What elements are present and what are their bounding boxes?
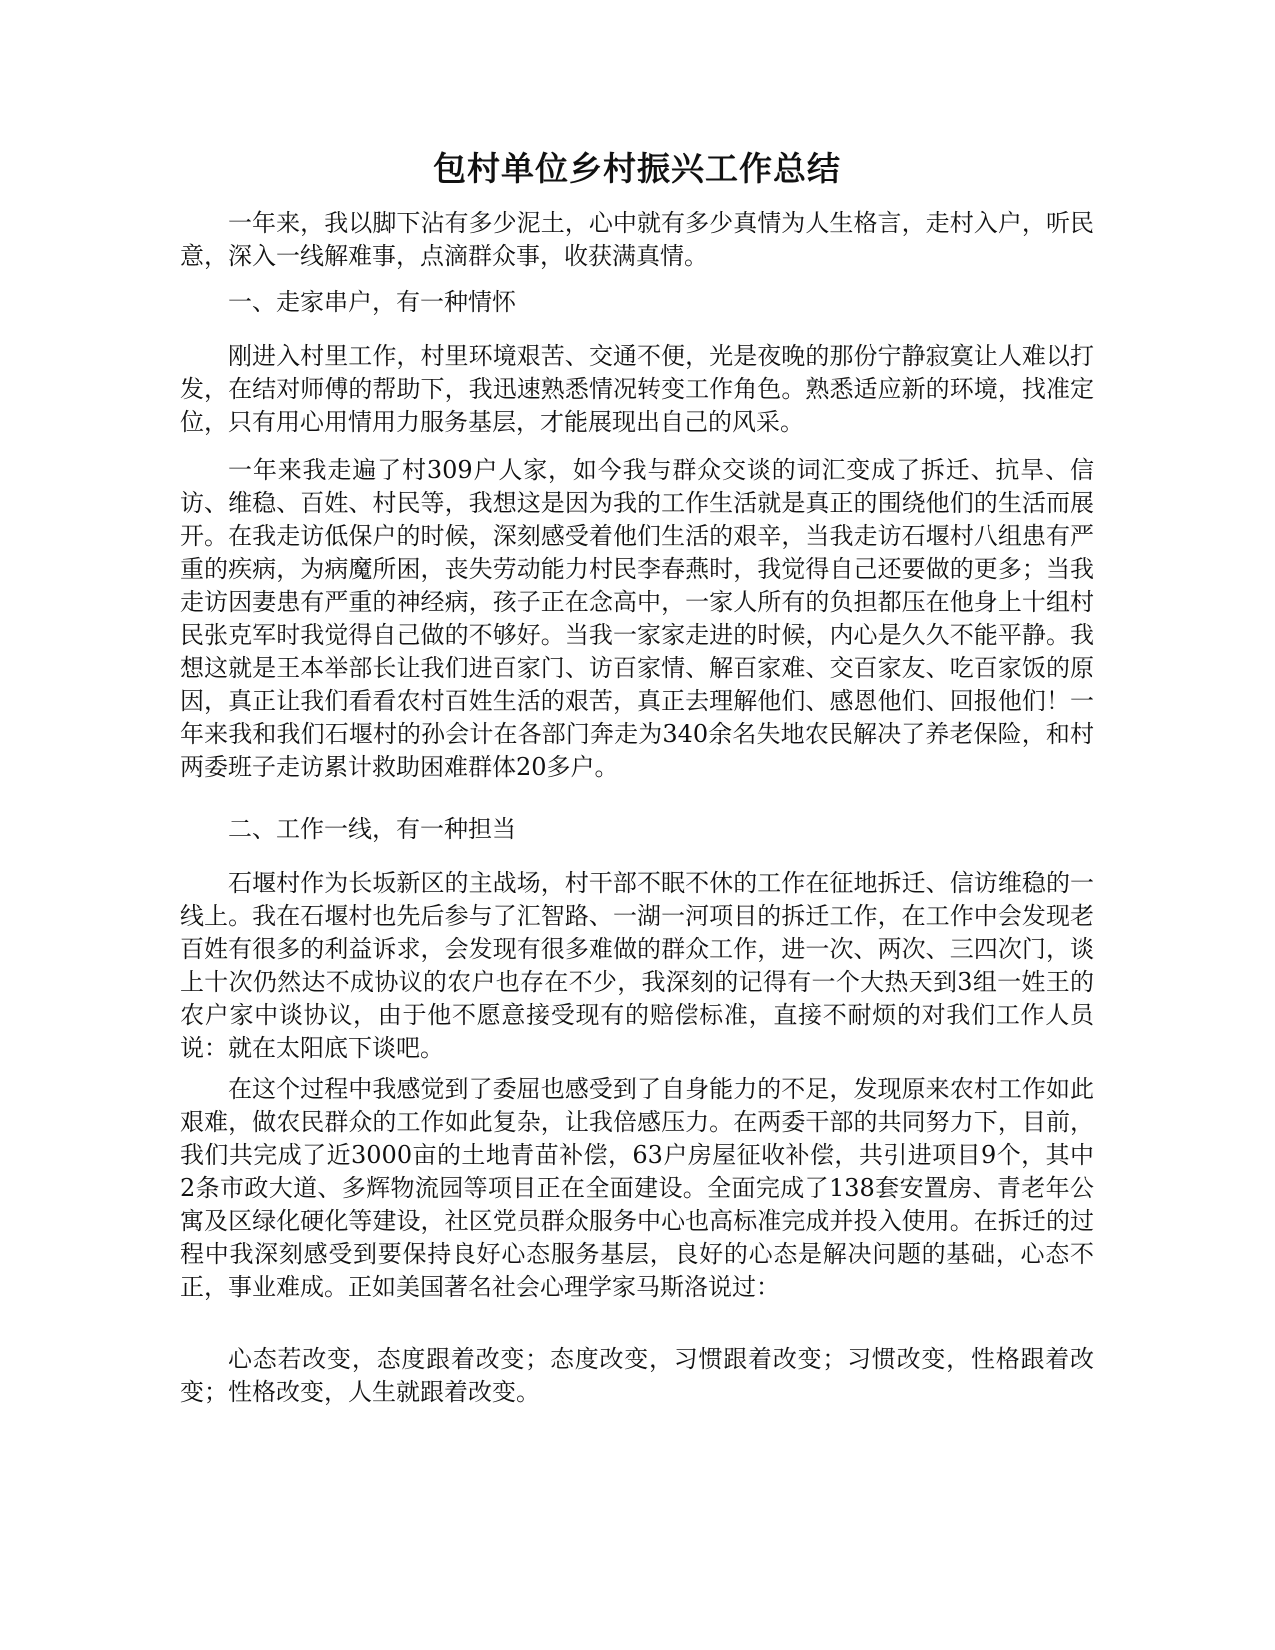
intro-paragraph: 一年来，我以脚下沾有多少泥土，心中就有多少真情为人生格言，走村入户，听民意，深入一线解难事，点滴群众事，收获满真情。 xyxy=(180,209,1094,270)
section-2-paragraph-2: 在这个过程中我感觉到了委屈也感受到了自身能力的不足，发现原来农村工作如此艰难，做农民群众的工作如此复杂，让我倍感压力。在两委干部的共同努力下，目前，我们共完成了近3000亩的土地青苗补偿，63户房屋征收补偿，共引进项目9个，其中2条市政大道、多辉物流园等项目正在全面建设。全面完成了138套安置房、青老年公寓及区绿化硬化等建设，社区党员群众服务中心也高标准完成并投入使用。在拆迁的过程中我深刻感受到要保持良好心态服务基层，良好的心态是解决问题的基础，心态不正，事业难成。正如美国著名社会心理学家马斯洛说过： xyxy=(180,1075,1094,1301)
section-2-quote: 心态若改变，态度跟着改变；态度改变，习惯跟着改变；习惯改变，性格跟着改变；性格改变，人生就跟着改变。 xyxy=(180,1345,1094,1406)
document-page xyxy=(180,0,1094,1650)
document-title: 包村单位乡村振兴工作总结 xyxy=(433,149,841,188)
section-2-paragraph-1: 石堰村作为长坂新区的主战场，村干部不眠不休的工作在征地拆迁、信访维稳的一线上。我在石堰村也先后参与了汇智路、一湖一河项目的拆迁工作，在工作中会发现老百姓有很多的利益诉求，会发现有很多难做的群众工作，进一次、两次、三四次门，谈上十次仍然达不成协议的农户也存在不少，我深刻的记得有一个大热天到3组一姓王的农户家中谈协议，由于他不愿意接受现有的赔偿标准，直接不耐烦的对我们工作人员说：就在太阳底下谈吧。 xyxy=(180,869,1094,1062)
section-1-heading: 一、走家串户，有一种情怀 xyxy=(228,288,516,316)
section-1-paragraph-2: 一年来我走遍了村309户人家，如今我与群众交谈的词汇变成了拆迁、抗旱、信访、维稳、百姓、村民等，我想这是因为我的工作生活就是真正的围绕他们的生活而展开。在我走访低保户的时候，深刻感受着他们生活的艰辛，当我走访石堰村八组患有严重的疾病，为病魔所困，丧失劳动能力村民李春燕时，我觉得自己还要做的更多；当我走访因妻患有严重的神经病，孩子正在念高中，一家人所有的负担都压在他身上十组村民张克军时我觉得自己做的不够好。当我一家家走进的时候，内心是久久不能平静。我想这就是王本举部长让我们进百家门、访百家情、解百家难、交百家友、吃百家饭的原因，真正让我们看看农村百姓生活的艰苦，真正去理解他们、感恩他们、回报他们！一年来我和我们石堰村的孙会计在各部门奔走为340余名失地农民解决了养老保险，和村两委班子走访累计救助困难群体20多户。 xyxy=(180,456,1094,781)
section-1-paragraph-1: 刚进入村里工作，村里环境艰苦、交通不便，光是夜晚的那份宁静寂寞让人难以打发，在结对师傅的帮助下，我迅速熟悉情况转变工作角色。熟悉适应新的环境，找准定位，只有用心用情用力服务基层，才能展现出自己的风采。 xyxy=(180,342,1094,436)
section-2-heading: 二、工作一线，有一种担当 xyxy=(228,815,516,843)
